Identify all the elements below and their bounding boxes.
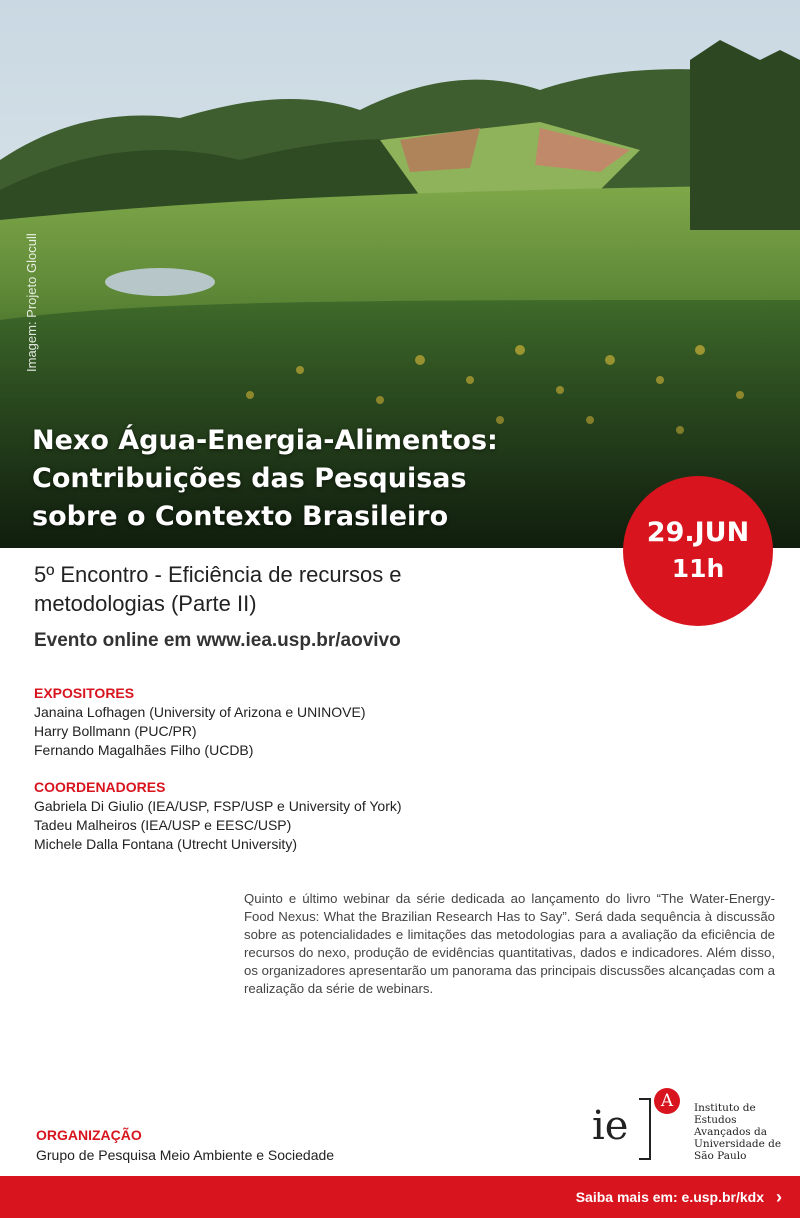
event-description: Quinto e último webinar da série dedicada ao lançamento do livro “The Water-Energy-Food Nexus: What the Brazilian Research Has to Say”. Será dada sequência à discussão sobre as potencialidades e limitações das metodologias para a avaliação da eficiência de recursos do nexo, produção de evidências quantitativas, dados e indicadores. Além disso, os organizadores apresentarão um panorama das principais discussões alcançadas com a realização da série de webinars. [244, 891, 775, 996]
iea-logo [592, 1088, 782, 1166]
logo-mark: ie [592, 1103, 629, 1149]
event-subtitle [34, 560, 594, 618]
event-date: 29.JUN [646, 517, 750, 548]
organization-section [36, 1126, 334, 1165]
speaker-name: Fernando Magalhães Filho (UCDB) [34, 742, 254, 758]
institute-name-line: Instituto de [694, 1102, 756, 1114]
logo-bracket [639, 1098, 651, 1160]
coordinator-name: Tadeu Malheiros (IEA/USP e EESC/USP) [34, 817, 292, 833]
speakers-section [34, 684, 634, 760]
coordinators-section [34, 778, 634, 854]
speakers-heading: EXPOSITORES [34, 685, 135, 701]
event-title-line: sobre o Contexto Brasileiro [32, 501, 449, 532]
organization-heading: ORGANIZAÇÃO [36, 1127, 142, 1143]
event-subtitle-line: metodologias (Parte II) [34, 591, 257, 616]
chevron-right-icon[interactable]: › [776, 1187, 782, 1207]
coordinators-heading: COORDENADORES [34, 779, 166, 795]
logo-a-icon: A [654, 1088, 680, 1114]
coordinator-name: Gabriela Di Giulio (IEA/USP, FSP/USP e University of York) [34, 798, 402, 814]
footer-link-bar[interactable] [0, 1176, 800, 1218]
organization-name: Grupo de Pesquisa Meio Ambiente e Sociedade [36, 1147, 335, 1163]
speaker-name: Harry Bollmann (PUC/PR) [34, 723, 197, 739]
image-credit: Imagem: Projeto Glocull [24, 233, 39, 372]
institute-name-line: Avançados da [694, 1126, 768, 1138]
event-subtitle-line: 5º Encontro - Eficiência de recursos e [34, 562, 402, 587]
institute-name-line: Universidade de [694, 1138, 782, 1150]
institute-name [694, 1102, 781, 1162]
date-badge [623, 476, 773, 626]
institute-name-line: Estudos [694, 1114, 737, 1126]
coordinator-name: Michele Dalla Fontana (Utrecht University) [34, 836, 297, 852]
speaker-name: Janaina Lofhagen (University of Arizona e UNINOVE) [34, 704, 366, 720]
more-info-link[interactable]: Saiba mais em: e.usp.br/kdx [575, 1189, 764, 1205]
event-title-line: Contribuições das Pesquisas [32, 463, 467, 494]
event-title [32, 422, 592, 536]
online-event-link[interactable]: Evento online em www.iea.usp.br/aovivo [34, 630, 401, 651]
hero-photo [0, 0, 800, 548]
event-time: 11h [671, 554, 725, 583]
event-title-line: Nexo Água-Energia-Alimentos: [32, 425, 498, 456]
institute-name-line: São Paulo [694, 1150, 747, 1162]
